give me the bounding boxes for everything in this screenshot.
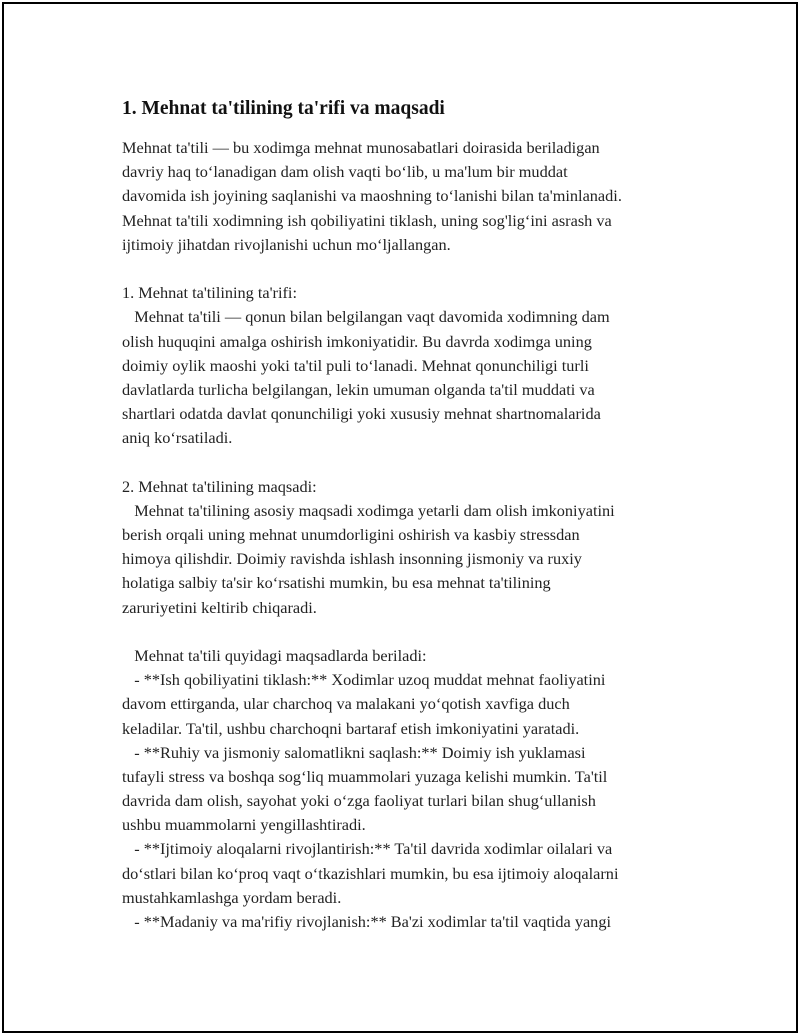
text-line: Mehnat ta'tili xodimning ish qobiliyatini tiklash, uning sog'lig‘ini asrash va <box>122 210 612 230</box>
text-line: davrida dam olish, sayohat yoki o‘zga faoliyat turlari bilan shug‘ullanish <box>122 791 596 811</box>
text-line: tufayli stress va boshqa sog‘liq muammolari yuzaga kelishi mumkin. Ta'til <box>122 766 608 786</box>
text-line: Mehnat ta'tili — qonun bilan belgilangan vaqt davomida xodimning dam <box>122 307 610 327</box>
paragraph-spacer <box>122 257 702 281</box>
paragraph-definition-intro <box>122 136 702 257</box>
text-line: olish huquqini amalga oshirish imkoniyatidir. Bu davrda xodimga uning <box>122 331 592 351</box>
text-line: Mehnat ta'tili — bu xodimga mehnat munosabatlari doirasida beriladigan <box>122 138 600 157</box>
text-line: ushbu muammolarni yengillashtiradi. <box>122 815 366 835</box>
text-line: keladilar. Ta'til, ushbu charchoqni bartaraf etish imkoniyatini yaratadi. <box>122 718 580 738</box>
text-line: holatiga salbiy ta'sir ko‘rsatishi mumkin, bu esa mehnat ta'tilining <box>122 573 551 593</box>
document-body <box>122 96 702 934</box>
list-item-line: - **Madaniy va ma'rifiy rivojlanish:** Ba'zi xodimlar ta'til vaqtida yangi <box>122 912 611 931</box>
text-line: ijtimoiy jihatdan rivojlanishi uchun mo‘ljallangan. <box>122 234 451 254</box>
list-item-line: - **Ish qobiliyatini tiklash:** Xodimlar uzoq muddat mehnat faoliyatini <box>122 670 606 690</box>
text-line: mustahkamlashga yordam beradi. <box>122 887 342 907</box>
list-item-line: - **Ruhiy va jismoniy salomatlikni saqlash:** Doimiy ish yuklamasi <box>122 742 586 762</box>
text-line: davom ettirganda, ular charchoq va malakani yo‘qotish xavfiga duch <box>122 694 570 714</box>
text-line: Mehnat ta'tilining asosiy maqsadi xodimga yetarli dam olish imkoniyatini <box>122 500 615 520</box>
list-item-line: - **Ijtimoiy aloqalarni rivojlantirish:** Ta'til davrida xodimlar oilalari va <box>122 839 613 859</box>
text-line: aniq ko‘rsatiladi. <box>122 428 233 448</box>
text-line: himoya qilishdir. Doimiy ravishda ishlash insonning jismoniy va ruxiy <box>122 549 582 569</box>
text-line: berish orqali uning mehnat unumdorligini oshirish va kasbiy stressdan <box>122 525 580 544</box>
paragraph-purpose <box>122 475 702 620</box>
text-line: Mehnat ta'tili quyidagi maqsadlarda beriladi: <box>122 645 427 665</box>
text-line: 1. Mehnat ta'tilining ta'rifi: <box>122 283 297 303</box>
text-line: shartlari odatda davlat qonunchiligi yoki xususiy mehnat shartnomalarida <box>122 404 601 424</box>
text-line: zaruriyetini keltirib chiqaradi. <box>122 597 317 617</box>
paragraph-spacer <box>122 620 702 644</box>
paragraph-definition <box>122 281 702 450</box>
page-frame <box>2 2 798 1033</box>
text-line: 2. Mehnat ta'tilining maqsadi: <box>122 476 317 496</box>
text-line: davriy haq to‘lanadigan dam olish vaqti bo‘lib, u ma'lum bir muddat <box>122 162 568 182</box>
text-line: davlatlarda turlicha belgilangan, lekin umuman olganda ta'til muddati va <box>122 379 595 399</box>
paragraph-goals-list <box>122 644 702 934</box>
text-line: doimiy oylik maoshi yoki ta'til puli to‘lanadi. Mehnat qonunchiligi turli <box>122 355 589 375</box>
text-line: davomida ish joyining saqlanishi va maoshning to‘lanishi bilan ta'minlanadi. <box>122 186 622 206</box>
paragraph-spacer <box>122 450 702 474</box>
section-heading: 1. Mehnat ta'tilining ta'rifi va maqsadi <box>122 98 445 119</box>
text-line: do‘stlari bilan ko‘proq vaqt o‘tkazishlari mumkin, bu esa ijtimoiy aloqalarni <box>122 863 619 883</box>
